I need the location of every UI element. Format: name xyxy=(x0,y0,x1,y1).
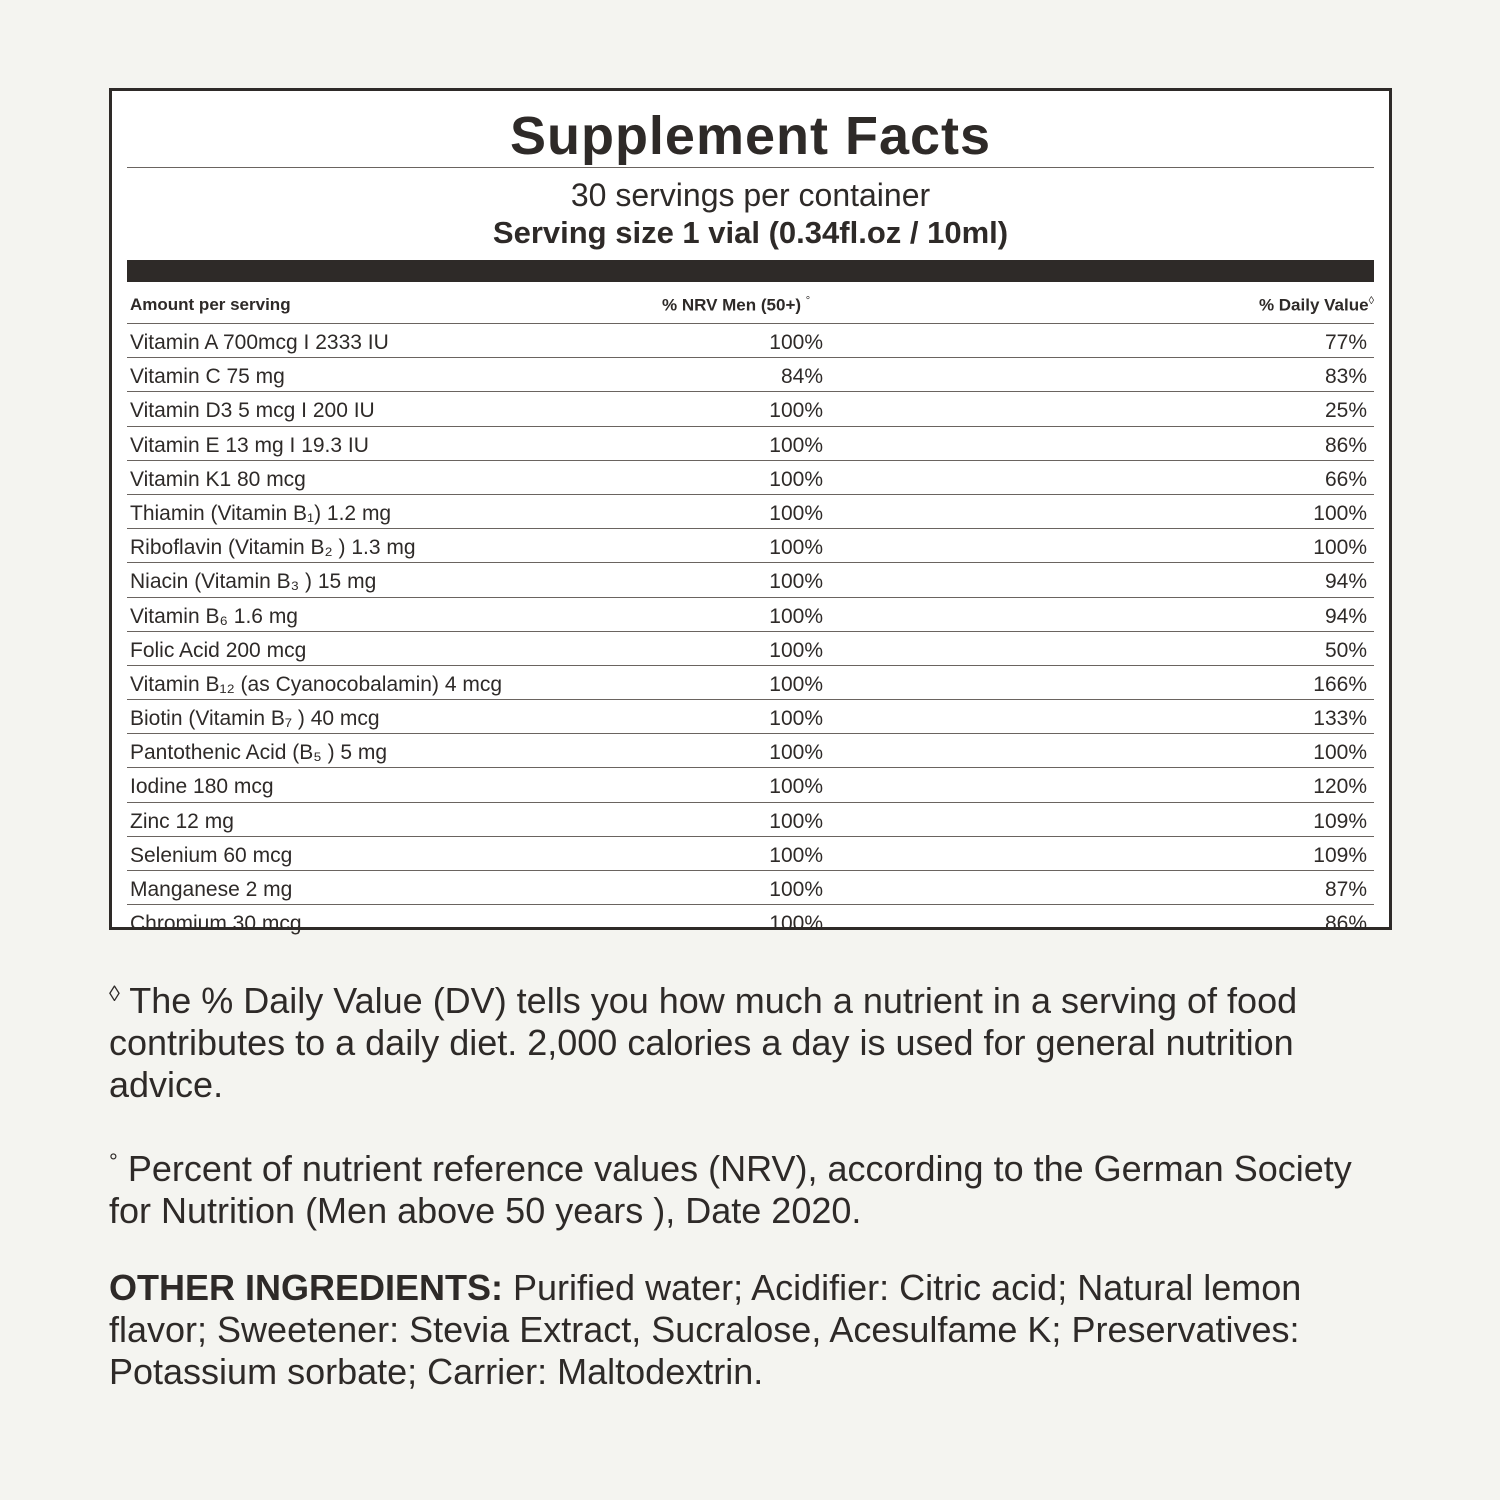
header-nrv xyxy=(662,295,810,316)
table-row xyxy=(127,700,1374,734)
table-row xyxy=(127,905,1374,938)
nutrient-name: Folic Acid 200 mcg xyxy=(130,638,307,662)
dv-value: 100% xyxy=(1313,741,1367,765)
dv-value: 109% xyxy=(1313,809,1367,833)
nrv-footnote xyxy=(109,1141,1399,1232)
nrv-value: 100% xyxy=(769,672,823,696)
table-row xyxy=(127,358,1374,392)
nutrient-name: Chromium 30 mcg xyxy=(130,912,302,936)
nutrient-table xyxy=(127,291,1374,938)
dv-value: 83% xyxy=(1324,365,1367,389)
nrv-value: 100% xyxy=(769,843,823,867)
nrv-footnote-mark: ° xyxy=(109,1149,118,1174)
nrv-value: 100% xyxy=(769,604,823,628)
dv-footnote-mark: ◊ xyxy=(109,981,120,1006)
nrv-value: 100% xyxy=(769,536,823,560)
nutrient-name: Niacin (Vitamin B₃ ) 15 mg xyxy=(130,570,377,594)
nrv-value: 100% xyxy=(769,570,823,594)
nutrient-name: Vitamin B₆ 1.6 mg xyxy=(130,604,298,628)
dv-value: 133% xyxy=(1313,707,1367,731)
nutrient-name: Pantothenic Acid (B₅ ) 5 mg xyxy=(130,741,388,765)
table-row xyxy=(127,324,1374,358)
nutrient-name: Zinc 12 mg xyxy=(130,809,234,833)
table-row xyxy=(127,495,1374,529)
dv-value: 86% xyxy=(1324,433,1367,457)
nutrient-name: Biotin (Vitamin B₇ ) 40 mcg xyxy=(130,707,380,731)
ingredients-text: Purified water; Acidifier: Citric acid; Natural lemon flavor; Sweetener: Stevia Extract, Sucralose, Acesulfame K; Preservatives: Potassium sorbate; Carrier: Maltodextrin. xyxy=(109,1267,1302,1392)
table-row xyxy=(127,392,1374,426)
dv-footnote xyxy=(109,973,1399,1106)
header-dv-mark: ◊ xyxy=(1368,295,1374,307)
nutrient-name: Vitamin A 700mcg I 2333 IU xyxy=(130,331,389,354)
table-row xyxy=(127,768,1374,802)
header-dv-text: % Daily Value xyxy=(1258,295,1369,315)
header-nrv-text: % NRV Men (50+) xyxy=(662,295,802,315)
dv-value: 94% xyxy=(1324,570,1367,594)
nrv-value: 100% xyxy=(769,809,823,833)
nrv-value: 100% xyxy=(769,399,823,423)
nrv-value: 100% xyxy=(769,501,823,525)
ingredients-label: OTHER INGREDIENTS: xyxy=(109,1267,504,1308)
table-body xyxy=(127,324,1374,938)
table-header xyxy=(127,291,1374,324)
nutrient-name: Selenium 60 mcg xyxy=(130,843,293,867)
dv-value: 25% xyxy=(1324,399,1367,423)
servings-per-container: 30 servings per container xyxy=(570,177,931,213)
header-nrv-mark: ° xyxy=(805,295,811,307)
nrv-value: 100% xyxy=(769,878,823,901)
dv-value: 109% xyxy=(1313,843,1367,867)
serving-size: Serving size 1 vial (0.34fl.oz / 10ml) xyxy=(492,215,1009,250)
nrv-value: 84% xyxy=(780,365,823,389)
nutrient-name: Iodine 180 mcg xyxy=(130,775,274,799)
header-amount: Amount per serving xyxy=(130,295,291,314)
nrv-value: 100% xyxy=(769,433,823,457)
dv-value: 100% xyxy=(1313,501,1367,525)
nrv-footnote-text: Percent of nutrient reference values (NRV), according to the German Society for Nutrition (Men above 50 years ), Date 2020. xyxy=(109,1148,1352,1231)
table-row xyxy=(127,427,1374,461)
table-row xyxy=(127,734,1374,768)
header-dv xyxy=(1259,295,1374,316)
nutrient-name: Vitamin K1 80 mcg xyxy=(130,467,306,491)
nrv-value: 100% xyxy=(769,467,823,491)
dv-value: 50% xyxy=(1324,638,1367,662)
nrv-value: 100% xyxy=(769,707,823,731)
dv-value: 86% xyxy=(1324,912,1367,936)
dv-value: 94% xyxy=(1324,604,1367,628)
dv-value: 166% xyxy=(1313,672,1367,696)
dv-value: 77% xyxy=(1324,331,1367,354)
dv-value: 120% xyxy=(1313,775,1367,799)
nrv-value: 100% xyxy=(769,912,823,936)
other-ingredients xyxy=(109,1267,1399,1393)
nrv-value: 100% xyxy=(769,331,823,354)
nutrient-name: Manganese 2 mg xyxy=(130,878,293,901)
nutrient-name: Vitamin C 75 mg xyxy=(130,365,285,389)
nutrient-name: Vitamin D3 5 mcg I 200 IU xyxy=(130,399,375,423)
table-row xyxy=(127,666,1374,700)
dv-value: 66% xyxy=(1324,467,1367,491)
nutrient-name: Thiamin (Vitamin B₁) 1.2 mg xyxy=(130,501,392,525)
nutrient-name: Vitamin B₁₂ (as Cyanocobalamin) 4 mcg xyxy=(130,672,503,696)
label-title: Supplement Facts xyxy=(509,106,992,166)
title-divider xyxy=(127,167,1374,168)
nrv-value: 100% xyxy=(769,741,823,765)
dv-value: 87% xyxy=(1324,878,1367,901)
nrv-value: 100% xyxy=(769,775,823,799)
table-row xyxy=(127,871,1374,905)
table-row xyxy=(127,632,1374,666)
table-row xyxy=(127,461,1374,495)
table-row xyxy=(127,803,1374,837)
dv-footnote-text: The % Daily Value (DV) tells you how much a nutrient in a serving of food contributes to a daily diet. 2,000 calories a day is used for general nutrition advice. xyxy=(109,980,1298,1105)
supplement-facts-panel xyxy=(109,88,1392,936)
table-row xyxy=(127,837,1374,871)
thick-divider xyxy=(127,260,1374,282)
table-row xyxy=(127,529,1374,563)
nutrient-name: Riboflavin (Vitamin B₂ ) 1.3 mg xyxy=(130,536,416,560)
dv-value: 100% xyxy=(1313,536,1367,560)
table-row xyxy=(127,598,1374,632)
nutrient-name: Vitamin E 13 mg I 19.3 IU xyxy=(130,433,369,457)
table-row xyxy=(127,563,1374,597)
nrv-value: 100% xyxy=(769,638,823,662)
